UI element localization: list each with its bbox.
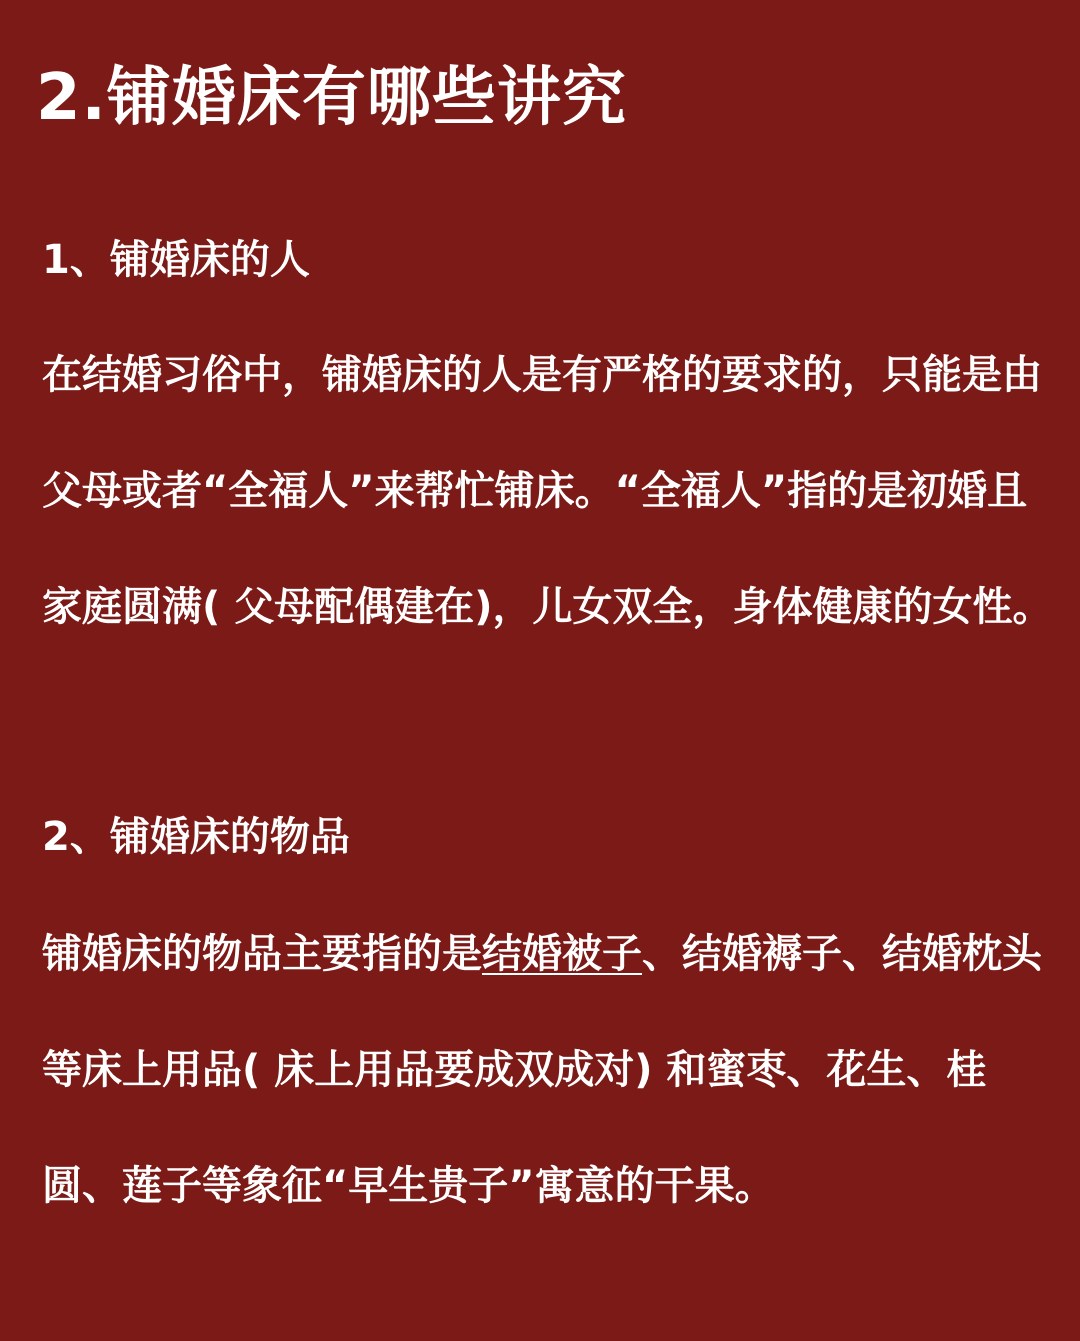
section-heading-1: 1、铺婚床的人 — [42, 237, 310, 283]
section-heading-2: 2、铺婚床的物品 — [42, 814, 350, 860]
section-body-2 — [42, 896, 1062, 1244]
wedding-quilt-link[interactable]: 结婚被子 — [482, 931, 642, 977]
section-body-1: 在结婚习俗中，铺婚床的人是有严格的要求的，只能是由父母或者“全福人”来帮忙铺床。“全福人”指的是初婚且家庭圆满( 父母配偶建在)，儿女双全，身体健康的女性。 — [42, 352, 1053, 630]
section-body-2-text-start: 铺婚床的物品主要指的是 — [42, 931, 482, 977]
section-body-2-text-end: 、结婚褥子、结婚枕头等床上用品( 床上用品要成双成对) 和蜜枣、花生、桂圆、莲子等象征“早生贵子”寓意的干果。 — [42, 931, 1042, 1209]
page-title: 2.铺婚床有哪些讲究 — [36, 61, 627, 135]
